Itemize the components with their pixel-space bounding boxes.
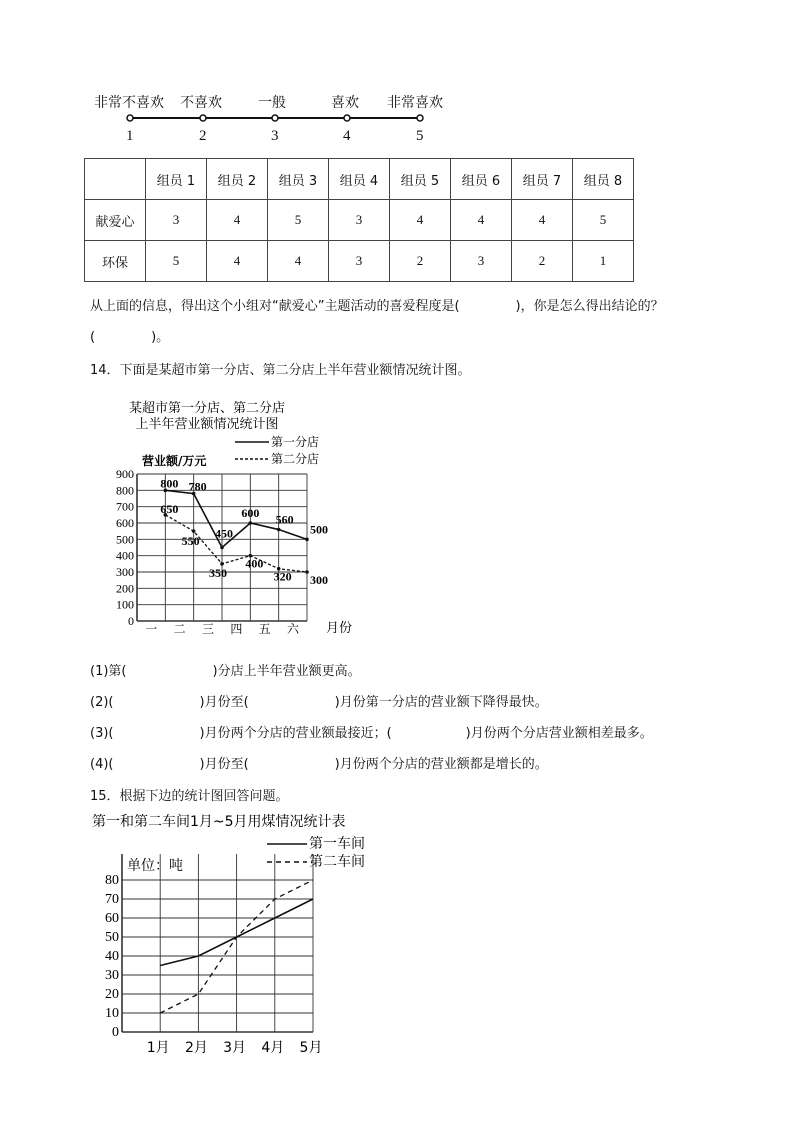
- scale-number-1: 1: [126, 128, 134, 144]
- table-cell: 4: [512, 200, 573, 241]
- q13-text: )。: [151, 330, 170, 345]
- scale-number-4: 4: [343, 128, 351, 144]
- x-tick-label: 1月: [146, 1040, 170, 1056]
- table-header: 组员 5: [390, 159, 451, 200]
- y-tick-label: 10: [105, 1006, 119, 1021]
- data-label: 600: [241, 506, 260, 520]
- data-label: 650: [160, 501, 179, 516]
- chart1-xticks: [145, 622, 300, 636]
- table-row: [85, 200, 634, 241]
- data-point: [220, 546, 224, 550]
- q14-text: )月份两个分店营业额相差最多。: [465, 726, 653, 741]
- table-header: 组员 4: [329, 159, 390, 200]
- q14-text: )分店上半年营业额更高。: [212, 664, 361, 679]
- table-corner-cell: [85, 159, 146, 200]
- table-cell: 4: [207, 200, 268, 241]
- q13-line-1: [90, 295, 664, 314]
- q15-title: 15．根据下边的统计图回答问题。: [90, 789, 289, 804]
- y-tick-label: 40: [105, 949, 119, 964]
- scale-label-5: 非常喜欢: [387, 95, 443, 111]
- chart1-series: [164, 489, 309, 574]
- legend-label-1: 第一车间: [309, 836, 365, 852]
- data-label: 800: [160, 476, 179, 491]
- scale-point-3: [272, 115, 278, 121]
- table-cell: 4: [390, 200, 451, 241]
- y-tick-label: 70: [105, 892, 119, 907]
- data-label: 500: [310, 522, 328, 537]
- table-row: [85, 241, 634, 282]
- table-cell: 3: [146, 200, 207, 241]
- survey-table: [84, 158, 634, 282]
- scale-number-5: 5: [416, 128, 424, 144]
- chart2-ylabel: 单位：吨: [127, 858, 183, 874]
- x-tick-label: 三: [201, 622, 215, 636]
- table-header: 组员 6: [451, 159, 512, 200]
- chart1-yticks: [116, 467, 134, 628]
- y-tick-label: 60: [105, 911, 119, 926]
- x-tick-label: 四: [230, 622, 243, 636]
- coal-line-chart: [90, 810, 380, 1060]
- q14-title: 14．下面是某超市第一分店、第二分店上半年营业额情况统计图。: [90, 363, 471, 378]
- table-cell: 3: [329, 241, 390, 282]
- data-label: 300: [310, 573, 328, 587]
- data-point: [249, 521, 253, 525]
- table-header: 组员 2: [207, 159, 268, 200]
- table-header: 组员 3: [268, 159, 329, 200]
- y-tick-label: 20: [105, 987, 119, 1002]
- q14-text: )月份至(: [199, 695, 249, 710]
- scale-point-5: [417, 115, 423, 121]
- table-header: 组员 7: [512, 159, 573, 200]
- chart2-grid: [122, 854, 313, 1032]
- q14-text: (3)(: [90, 726, 114, 741]
- chart1-title: 某超市第一分店、第二分店: [128, 401, 286, 416]
- table-cell: 5: [268, 200, 329, 241]
- q14-sub1: [90, 660, 361, 679]
- scale-label-3: 一般: [258, 95, 286, 111]
- q14-text: )月份两个分店的营业额都是增长的。: [334, 757, 548, 772]
- q13-text: )，你是怎么得出结论的？: [515, 299, 664, 314]
- y-tick-label: 800: [116, 483, 134, 498]
- table-cell: 2: [512, 241, 573, 282]
- table-cell: 3: [451, 241, 512, 282]
- table-cell: 4: [207, 241, 268, 282]
- scale-point-1: [127, 115, 133, 121]
- y-tick-label: 300: [116, 565, 134, 579]
- data-label: 780: [188, 479, 207, 494]
- x-tick-label: 六: [286, 622, 300, 636]
- scale-label-4: 喜欢: [331, 95, 359, 111]
- chart2-title: 第一和第二车间1月~5月用煤情况统计表: [92, 814, 346, 830]
- chart2-yticks: [105, 873, 119, 1040]
- q14-text: (2)(: [90, 695, 114, 710]
- x-tick-label: 2月: [184, 1040, 208, 1056]
- y-tick-label: 100: [116, 597, 134, 612]
- table-cell: 4: [268, 241, 329, 282]
- table-header: 组员 1: [146, 159, 207, 200]
- table-cell: 2: [390, 241, 451, 282]
- q14-text: )月份至(: [199, 757, 249, 772]
- scale-label-2: 不喜欢: [180, 95, 222, 111]
- table-cell: 5: [573, 200, 634, 241]
- q14-text: (1)第(: [90, 664, 127, 679]
- y-tick-label: 500: [116, 532, 134, 547]
- data-label: 450: [215, 526, 233, 541]
- y-tick-label: 700: [116, 499, 134, 514]
- data-label: 400: [245, 556, 264, 571]
- legend-label-2: 第二分店: [271, 452, 320, 466]
- y-tick-label: 50: [105, 930, 119, 945]
- scale-label-1: 非常不喜欢: [94, 95, 164, 111]
- table-header: 组员 8: [573, 159, 634, 200]
- data-point: [192, 529, 196, 533]
- q14-sub2: [90, 691, 548, 710]
- x-tick-label: 二: [173, 622, 186, 636]
- table-cell: 3: [329, 200, 390, 241]
- y-tick-label: 400: [116, 548, 134, 563]
- scale-point-4: [344, 115, 350, 121]
- q13-text: 从上面的信息，得出这个小组对“献爱心”主题活动的喜爱程度是(: [90, 299, 460, 314]
- chart1-subtitle: 上半年营业额情况统计图: [135, 417, 279, 432]
- x-tick-label: 4月: [261, 1040, 285, 1056]
- q14-sub4: [90, 753, 548, 772]
- data-label: 550: [181, 534, 200, 549]
- q14-text: )月份第一分店的营业额下降得最快。: [334, 695, 548, 710]
- scale-number-3: 3: [271, 128, 279, 144]
- x-tick-label: 5月: [299, 1040, 323, 1056]
- table-cell: 4: [451, 200, 512, 241]
- q13-line-2: [90, 326, 169, 345]
- y-tick-label: 600: [116, 516, 134, 530]
- x-tick-label: 一: [145, 622, 158, 636]
- legend-label-1: 第一分店: [271, 435, 320, 449]
- data-label: 350: [209, 565, 227, 580]
- q14-text: (4)(: [90, 757, 114, 772]
- chart1-ylabel: 营业额/万元: [142, 454, 207, 468]
- chart2-legend: [267, 836, 365, 870]
- data-label: 320: [273, 569, 292, 584]
- q13-text: (: [90, 330, 96, 345]
- table-cell: 5: [146, 241, 207, 282]
- data-label: 560: [275, 512, 294, 527]
- row-label: 环保: [85, 241, 146, 282]
- q14-sub3: [90, 722, 653, 741]
- row-label: 献爱心: [85, 200, 146, 241]
- data-point: [305, 538, 309, 542]
- data-point: [277, 528, 281, 532]
- legend-label-2: 第二车间: [309, 854, 365, 870]
- table-cell: 1: [573, 241, 634, 282]
- y-tick-label: 0: [112, 1025, 119, 1040]
- chart1-legend: [235, 434, 319, 466]
- chart1-xlabel: 月份: [326, 621, 353, 636]
- y-tick-label: 200: [116, 581, 134, 596]
- y-tick-label: 900: [116, 467, 134, 481]
- table-header-row: [85, 159, 634, 200]
- scale-number-2: 2: [199, 128, 207, 144]
- x-tick-label: 五: [258, 622, 271, 636]
- scale-point-2: [200, 115, 206, 121]
- y-tick-label: 0: [128, 614, 134, 628]
- data-point: [305, 570, 309, 574]
- chart2-xticks: [147, 1040, 323, 1056]
- scale-line: [120, 110, 440, 126]
- y-tick-label: 80: [105, 873, 119, 888]
- sales-line-chart: [90, 392, 380, 642]
- y-tick-label: 30: [105, 968, 119, 983]
- q14-text: )月份两个分店的营业额最接近；(: [199, 726, 392, 741]
- x-tick-label: 3月: [223, 1040, 247, 1056]
